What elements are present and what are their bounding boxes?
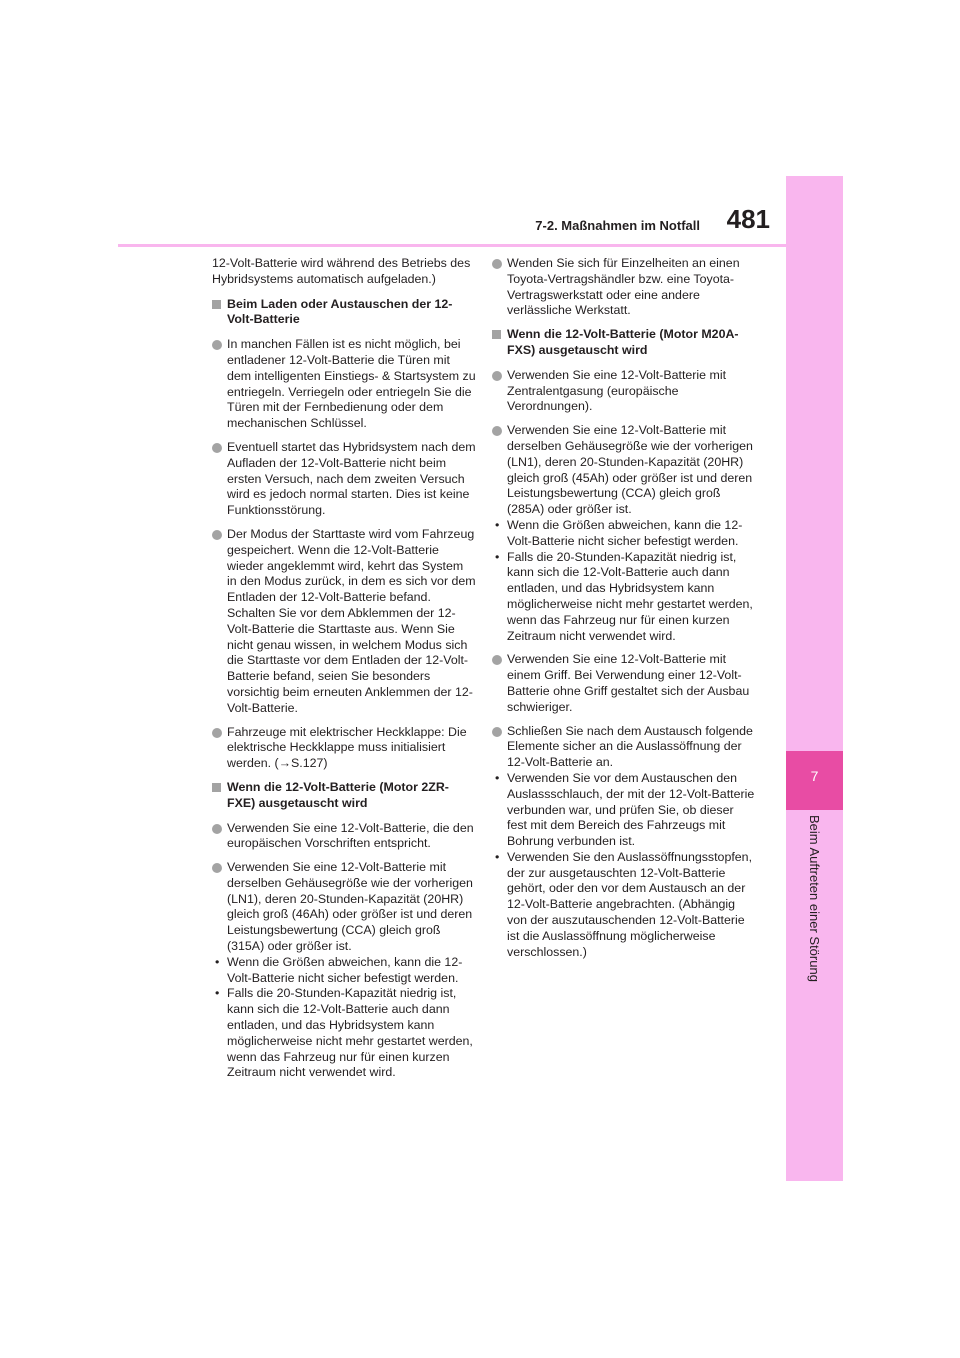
right-column: [492, 256, 756, 968]
list-item-text: Der Modus der Starttaste wird vom Fahrzeug gespeichert. Wenn die 12-Volt-Batterie wieder angeklemmt wird, kehrt das System in den Modus zurück, in dem es sich vor dem Entladen der 12-Volt-Batterie befand. Schalten Sie vor dem Abklemmen der 12-Volt-Batterie die Starttaste aus. Wenn Sie nicht genau wissen, in welchem Modus sich die Starttaste vor dem Entladen der 12-Volt-Batterie befand, seien Sie besonders vorsichtig beim erneuten Anklemmen der 12-Volt-Batterie.: [227, 526, 476, 715]
list-item: [492, 423, 756, 518]
list-item-text: Verwenden Sie eine 12-Volt-Batterie mit derselben Gehäusegröße wie der vorherigen (LN1), deren 20-Stunden-Kapazität (20HR) gleich groß (46Ah) oder größer ist und deren Leistungsbewertung (CCA) gleich groß (315A) oder größer ist.: [227, 860, 473, 954]
circle-bullet-icon: [492, 727, 502, 737]
page-number: 481: [726, 204, 770, 234]
square-bullet-icon: [212, 783, 221, 792]
list-item: [492, 256, 756, 319]
sub-list: [212, 955, 476, 1081]
list-item: [212, 860, 476, 955]
list-item-text: Verwenden Sie eine 12-Volt-Batterie mit derselben Gehäusegröße wie der vorherigen (LN1), deren 20-Stunden-Kapazität (20HR) gleich groß (45Ah) oder größer ist und deren Leistungsbewertung (CCA) gleich groß (285A) oder größer ist.: [507, 423, 753, 517]
section-heading: [212, 297, 476, 329]
sub-list: [492, 771, 756, 961]
list-item-text: Verwenden Sie eine 12-Volt-Batterie mit Zentralentgasung (europäische Verordnungen).: [507, 367, 727, 414]
list-item-text: In manchen Fällen ist es nicht möglich, bei entladener 12-Volt-Batterie die Türen mit dem intelligenten Einstiegs- & Startsystem zu entriegeln. Verriegeln oder entriegeln Sie die Türen mit der Fernbedienung oder dem mechanischen Schlüssel.: [227, 337, 476, 431]
list-item: [212, 725, 476, 772]
list-item-text: Fahrzeuge mit elektrischer Heckklappe: Die elektrische Heckklappe muss initialisiert werden. (→S.127): [227, 724, 467, 771]
heading-text: Beim Laden oder Austauschen der 12-Volt-Batterie: [227, 296, 453, 327]
circle-bullet-icon: [212, 443, 222, 453]
chapter-title: Beim Auftreten einer Störung: [807, 815, 822, 982]
circle-bullet-icon: [492, 259, 502, 269]
circle-bullet-icon: [212, 728, 222, 738]
sub-list-item: • Verwenden Sie vor dem Austauschen den Auslassschlauch, der mit der 12-Volt-Batterie verbunden war, und prüfen Sie, ob dieser fest mit dem Bereich des Fahrzeugs mit Bohrung verbunden ist.: [492, 771, 756, 850]
list-item: [212, 527, 476, 717]
heading-text: Wenn die 12-Volt-Batterie (Motor M20A-FXS) ausgetauscht wird: [507, 327, 739, 357]
list-item-text: Verwenden Sie eine 12-Volt-Batterie mit einem Griff. Bei Verwendung einer 12-Volt-Batterie ohne Griff gestaltet sich der Ausbau schwieriger.: [507, 652, 750, 714]
sub-list-item: • Wenn die Größen abweichen, kann die 12-Volt-Batterie nicht sicher befestigt werden.: [212, 955, 476, 987]
chapter-number: 7: [810, 768, 819, 784]
sub-list: [492, 518, 756, 644]
sub-list-item: • Falls die 20-Stunden-Kapazität niedrig ist, kann sich die 12-Volt-Batterie auch dann entladen, und das Hybridsystem kann möglicherweise nicht mehr gestartet werden, wenn das Fahrzeug nur für einen kurzen Zeitraum nicht verwendet wird.: [212, 986, 476, 1081]
header-divider: [118, 244, 786, 247]
circle-bullet-icon: [492, 371, 502, 381]
list-item-text: Schließen Sie nach dem Austausch folgende Elemente sicher an die Auslassöffnung der 12-Volt-Batterie an.: [507, 723, 753, 770]
list-item: [212, 821, 476, 853]
section-heading: [212, 780, 476, 812]
section-heading: [492, 327, 756, 359]
circle-bullet-icon: [492, 426, 502, 436]
list-item-text: Wenden Sie sich für Einzelheiten an einen Toyota-Vertragshändler bzw. eine Toyota-Vertragswerkstatt oder eine andere verlässliche Werkstatt.: [507, 256, 740, 318]
circle-bullet-icon: [212, 824, 222, 834]
list-item-text: Verwenden Sie eine 12-Volt-Batterie, die den europäischen Vorschriften entspricht.: [227, 820, 474, 851]
sub-list-item: • Verwenden Sie den Auslassöffnungsstopfen, der zur ausgetauschten 12-Volt-Batterie gehört, oder den vor dem Austausch an der 12-Volt-Batterie angebrachten. (Abhängig von der auszutauschenden 12-Volt-Batterie ist die Auslassöffnung möglicherweise verschlossen.): [492, 850, 756, 961]
left-column: [212, 256, 476, 1089]
chapter-side-tab: [786, 176, 843, 1181]
list-item: [492, 652, 756, 715]
section-title: 7-2. Maßnahmen im Notfall: [535, 218, 700, 233]
sub-list-item: • Falls die 20-Stunden-Kapazität niedrig ist, kann sich die 12-Volt-Batterie auch dann entladen, und das Hybridsystem kann möglicherweise nicht mehr gestartet werden, wenn das Fahrzeug nur für einen kurzen Zeitraum nicht verwendet wird.: [492, 550, 756, 645]
list-item: [212, 440, 476, 519]
heading-text: Wenn die 12-Volt-Batterie (Motor 2ZR-FXE) ausgetauscht wird: [227, 779, 449, 810]
list-item-text: Eventuell startet das Hybridsystem nach dem Aufladen der 12-Volt-Batterie nicht beim ersten Versuch, nach dem zweiten Versuch wird es jedoch normal starten. Dies ist keine Funktionsstörung.: [227, 439, 476, 518]
circle-bullet-icon: [212, 863, 222, 873]
circle-bullet-icon: [212, 530, 222, 540]
square-bullet-icon: [212, 300, 221, 309]
square-bullet-icon: [492, 330, 501, 339]
circle-bullet-icon: [492, 655, 502, 665]
list-item: [492, 368, 756, 415]
intro-paragraph: 12-Volt-Batterie wird während des Betriebs des Hybridsystems automatisch aufgeladen.): [212, 256, 471, 286]
list-item: [492, 724, 756, 771]
list-item: [212, 337, 476, 432]
sub-list-item: • Wenn die Größen abweichen, kann die 12-Volt-Batterie nicht sicher befestigt werden.: [492, 518, 756, 550]
circle-bullet-icon: [212, 340, 222, 350]
